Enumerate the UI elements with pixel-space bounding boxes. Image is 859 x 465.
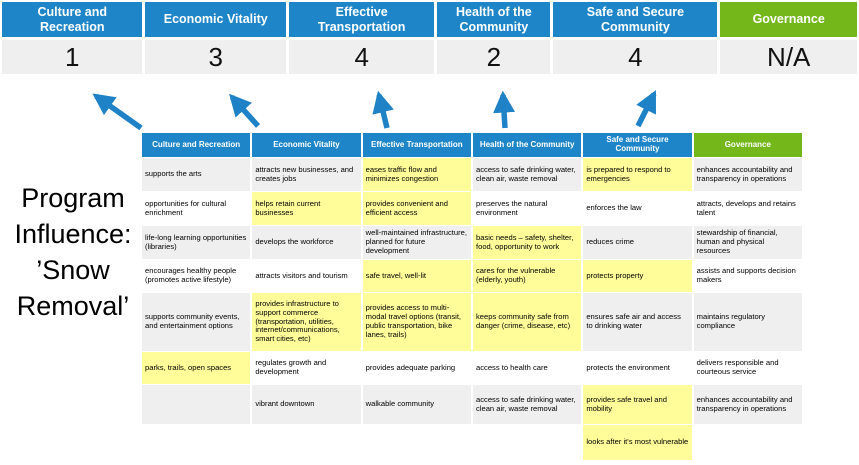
matrix-cell: supports community events, and entertainment options <box>142 293 250 351</box>
matrix-cell: opportunities for cultural enrichment <box>142 192 250 225</box>
matrix-header-culture-recreation: Culture and Recreation <box>142 133 250 157</box>
matrix-cell: access to safe drinking water, clean air, waste removal <box>473 158 581 191</box>
matrix-cell: provides safe travel and mobility <box>583 385 691 424</box>
matrix-cell <box>142 385 250 424</box>
matrix-cell <box>473 425 581 460</box>
matrix-cell <box>252 425 360 460</box>
score-row <box>2 40 857 74</box>
matrix-cell: ensures safe air and access to drinking water <box>583 293 691 351</box>
matrix-cell: parks, trails, open spaces <box>142 352 250 384</box>
score-effective-transportation: 4 <box>289 40 434 74</box>
matrix-row <box>142 260 802 292</box>
score-health-community: 2 <box>437 40 550 74</box>
matrix-cell: attracts visitors and tourism <box>252 260 360 292</box>
matrix-cell: walkable community <box>363 385 471 424</box>
matrix-cell: access to health care <box>473 352 581 384</box>
matrix-header-health-community: Health of the Community <box>473 133 581 157</box>
matrix-cell: enforces the law <box>583 192 691 225</box>
score-culture-recreation: 1 <box>2 40 142 74</box>
matrix-cell: helps retain current businesses <box>252 192 360 225</box>
matrix-header-governance: Governance <box>694 133 802 157</box>
matrix-cell: safe travel, well-lit <box>363 260 471 292</box>
matrix-cell: keeps community safe from danger (crime, disease, etc) <box>473 293 581 351</box>
matrix-cell: provides access to multi-modal travel options (transit, public transportation, bike lanes, trails) <box>363 293 471 351</box>
matrix-header-economic-vitality: Economic Vitality <box>252 133 360 157</box>
program-label-line: ’Snow <box>36 254 110 285</box>
matrix-cell: vibrant downtown <box>252 385 360 424</box>
priority-header-health-community: Health of the Community <box>437 2 550 37</box>
up-right-arrow-icon <box>638 94 654 126</box>
matrix-cell: provides convenient and efficient access <box>363 192 471 225</box>
matrix-cell: stewardship of financial, human and physical resources <box>694 226 802 259</box>
up-arrow-icon <box>379 95 387 128</box>
up-left-arrow-icon <box>232 97 258 126</box>
matrix-cell: protects property <box>583 260 691 292</box>
matrix-cell: supports the arts <box>142 158 250 191</box>
program-label-line: Removal’ <box>16 290 130 321</box>
matrix-cell: looks after it's most vulnerable <box>583 425 691 460</box>
priority-header-culture-recreation: Culture and Recreation <box>2 2 142 37</box>
matrix-header-row <box>142 133 802 157</box>
matrix-cell: is prepared to respond to emergencies <box>583 158 691 191</box>
matrix-cell: attracts new businesses, and creates jobs <box>252 158 360 191</box>
matrix-cell: preserves the natural environment <box>473 192 581 225</box>
matrix-cell: encourages healthy people (promotes active lifestyle) <box>142 260 250 292</box>
matrix-cell: regulates growth and development <box>252 352 360 384</box>
matrix-header-effective-transportation: Effective Transportation <box>363 133 471 157</box>
matrix-cell: enhances accountability and transparency in operations <box>694 385 802 424</box>
matrix-cell: basic needs – safety, shelter, food, opportunity to work <box>473 226 581 259</box>
matrix-cell: reduces crime <box>583 226 691 259</box>
matrix-cell <box>694 425 802 460</box>
matrix-row <box>142 293 802 351</box>
program-label-line: Program <box>21 183 125 213</box>
priority-header-safe-secure: Safe and Secure Community <box>553 2 717 37</box>
matrix-row <box>142 385 802 424</box>
score-economic-vitality: 3 <box>145 40 285 74</box>
matrix-cell: provides infrastructure to support commerce (transportation, utilities, internet/communications, smart cities, etc) <box>252 293 360 351</box>
program-influence-label <box>0 181 146 325</box>
score-governance: N/A <box>720 40 857 74</box>
matrix-cell: attracts, develops and retains talent <box>694 192 802 225</box>
matrix-cell: develops the workforce <box>252 226 360 259</box>
matrix-cell: protects the environment <box>583 352 691 384</box>
matrix-cell: well-maintained infrastructure, planned for future development <box>363 226 471 259</box>
priority-header-row <box>2 2 857 37</box>
matrix-cell: access to safe drinking water, clean air, waste removal <box>473 385 581 424</box>
matrix-cell: cares for the vulnerable (elderly, youth) <box>473 260 581 292</box>
matrix-cell: maintains regulatory compliance <box>694 293 802 351</box>
matrix-cell: delivers responsible and courteous service <box>694 352 802 384</box>
up-left-arrow-icon <box>96 96 141 128</box>
program-label-line: Influence: <box>14 218 132 249</box>
matrix-header-safe-secure: Safe and Secure Community <box>583 133 691 157</box>
influence-matrix <box>142 133 802 461</box>
matrix-row <box>142 158 802 191</box>
matrix-cell: provides adequate parking <box>363 352 471 384</box>
score-safe-secure: 4 <box>553 40 717 74</box>
priority-header-economic-vitality: Economic Vitality <box>145 2 285 37</box>
matrix-row <box>142 352 802 384</box>
matrix-row <box>142 226 802 259</box>
priority-header-governance: Governance <box>720 2 857 37</box>
matrix-row <box>142 192 802 225</box>
matrix-cell: eases traffic flow and minimizes congestion <box>363 158 471 191</box>
priority-header-effective-transportation: Effective Transportation <box>289 2 434 37</box>
matrix-cell: life-long learning opportunities (libraries) <box>142 226 250 259</box>
matrix-cell <box>363 425 471 460</box>
up-arrow-icon <box>503 95 505 128</box>
matrix-cell: assists and supports decision makers <box>694 260 802 292</box>
matrix-cell: enhances accountability and transparency in operations <box>694 158 802 191</box>
matrix-row <box>142 425 802 460</box>
matrix-cell <box>142 425 250 460</box>
